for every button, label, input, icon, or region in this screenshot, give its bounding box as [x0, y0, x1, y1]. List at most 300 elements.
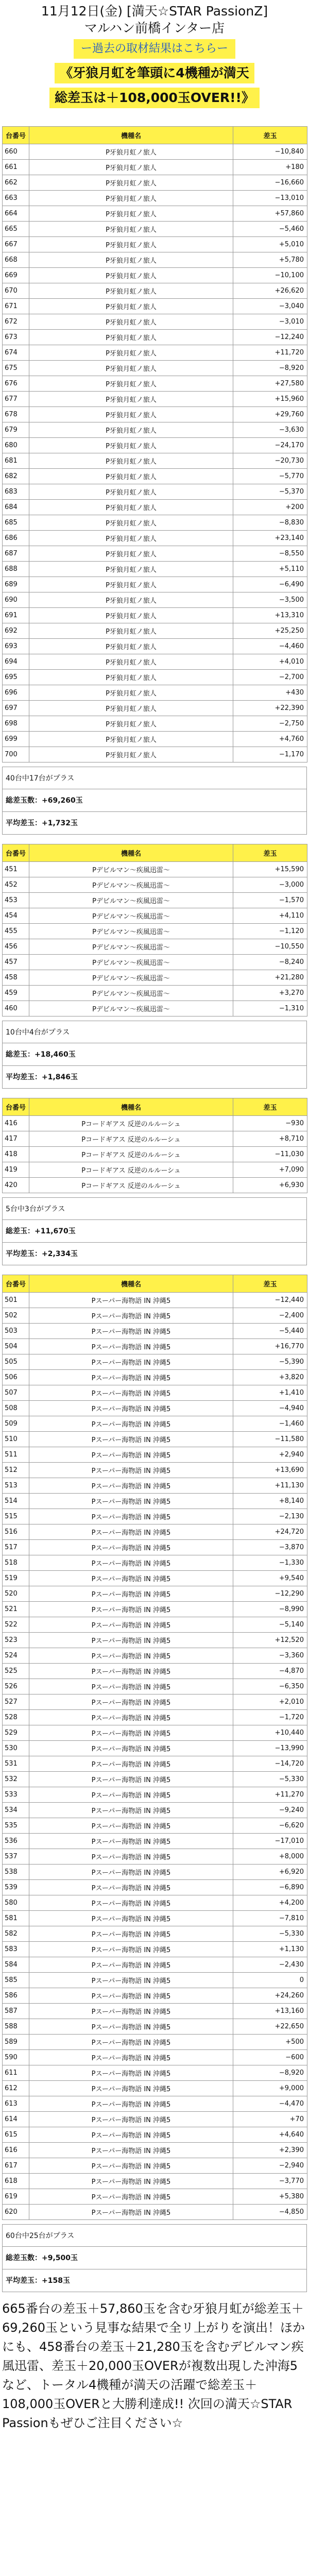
machine-number: 611 — [3, 2065, 29, 2081]
machine-number: 505 — [3, 1354, 29, 1370]
table-row — [3, 955, 307, 970]
average-difference: 平均差玉：+1,846玉 — [2, 1066, 307, 1089]
machine-number: 528 — [3, 1710, 29, 1725]
ball-difference: −1,330 — [233, 1555, 307, 1571]
machine-number: 506 — [3, 1370, 29, 1385]
section-summary — [2, 767, 307, 835]
table-row — [3, 2143, 307, 2158]
machine-number: 616 — [3, 2143, 29, 2158]
ball-difference: −9,240 — [233, 1803, 307, 1818]
machine-number: 682 — [3, 469, 29, 484]
ball-difference: +29,760 — [233, 407, 307, 422]
results-table — [2, 126, 307, 762]
table-row — [3, 206, 307, 222]
ball-difference: −6,620 — [233, 1818, 307, 1834]
table-row — [3, 1339, 307, 1354]
table-header-row — [3, 127, 307, 144]
ball-difference: −600 — [233, 2050, 307, 2065]
machine-number: 452 — [3, 877, 29, 893]
table-row — [3, 1694, 307, 1710]
machine-name: Pスーパー海物語 IN 沖縄5 — [29, 1772, 233, 1787]
column-header-diff: 差玉 — [233, 1098, 307, 1116]
machine-number: 670 — [3, 283, 29, 299]
table-row — [3, 562, 307, 577]
table-row — [3, 361, 307, 376]
table-row — [3, 1116, 307, 1131]
ball-difference: +2,940 — [233, 1447, 307, 1463]
section-summary — [2, 2224, 307, 2292]
ball-difference: +4,010 — [233, 654, 307, 670]
machine-number: 504 — [3, 1339, 29, 1354]
ball-difference: −13,990 — [233, 1741, 307, 1756]
machine-number: 693 — [3, 639, 29, 654]
machine-number: 685 — [3, 515, 29, 531]
table-row — [3, 314, 307, 330]
machine-name: Pスーパー海物語 IN 沖縄5 — [29, 1339, 233, 1354]
table-row — [3, 1162, 307, 1178]
ball-difference: −3,040 — [233, 299, 307, 314]
machine-number: 524 — [3, 1648, 29, 1664]
machine-name: Pスーパー海物語 IN 沖縄5 — [29, 2050, 233, 2065]
ball-difference: −6,890 — [233, 1880, 307, 1895]
machine-name: P牙狼月虹ノ旅人 — [29, 670, 233, 685]
machine-name: Pスーパー海物語 IN 沖縄5 — [29, 1494, 233, 1509]
table-row — [3, 1973, 307, 1988]
ball-difference: −1,170 — [233, 747, 307, 762]
ball-difference: +24,260 — [233, 1988, 307, 2004]
machine-name: Pスーパー海物語 IN 沖縄5 — [29, 1895, 233, 1911]
ball-difference: −8,990 — [233, 1602, 307, 1617]
machine-number: 451 — [3, 862, 29, 877]
machine-number: 587 — [3, 2004, 29, 2019]
machine-name: Pスーパー海物語 IN 沖縄5 — [29, 2019, 233, 2035]
machine-name: P牙狼月虹ノ旅人 — [29, 639, 233, 654]
machine-name: P牙狼月虹ノ旅人 — [29, 283, 233, 299]
ball-difference: −4,470 — [233, 2096, 307, 2112]
ball-difference: −2,940 — [233, 2158, 307, 2174]
machine-name: Pコードギアス 反逆のルルーシュ — [29, 1116, 233, 1131]
ball-difference: −3,500 — [233, 592, 307, 608]
ball-difference: +11,270 — [233, 1787, 307, 1803]
machine-name: Pスーパー海物語 IN 沖縄5 — [29, 1370, 233, 1385]
machine-name: Pデビルマン〜疾風迅雷〜 — [29, 877, 233, 893]
table-row — [3, 1463, 307, 1478]
ball-difference: −3,870 — [233, 1540, 307, 1555]
ball-difference: +15,960 — [233, 392, 307, 407]
table-row — [3, 252, 307, 268]
machine-name: P牙狼月虹ノ旅人 — [29, 562, 233, 577]
table-row — [3, 2050, 307, 2065]
ball-difference: +9,000 — [233, 2081, 307, 2096]
table-row — [3, 1617, 307, 1633]
ball-difference: +2,010 — [233, 1694, 307, 1710]
machine-name: Pスーパー海物語 IN 沖縄5 — [29, 2035, 233, 2050]
machine-name: P牙狼月虹ノ旅人 — [29, 330, 233, 345]
total-difference: 総差玉：+11,670玉 — [2, 1220, 307, 1243]
machine-number: 690 — [3, 592, 29, 608]
machine-number: 527 — [3, 1694, 29, 1710]
table-row — [3, 222, 307, 237]
table-row — [3, 1880, 307, 1895]
machine-name: Pスーパー海物語 IN 沖縄5 — [29, 1447, 233, 1463]
machine-name: P牙狼月虹ノ旅人 — [29, 515, 233, 531]
table-row — [3, 1988, 307, 2004]
machine-name: P牙狼月虹ノ旅人 — [29, 438, 233, 453]
ball-difference: −1,460 — [233, 1416, 307, 1432]
ball-difference: −8,240 — [233, 955, 307, 970]
machine-number: 419 — [3, 1162, 29, 1178]
plus-count: 5台中3台がプラス — [2, 1197, 307, 1220]
table-row — [3, 191, 307, 206]
ball-difference: +13,160 — [233, 2004, 307, 2019]
ball-difference: −11,580 — [233, 1432, 307, 1447]
machine-name: Pスーパー海物語 IN 沖縄5 — [29, 1679, 233, 1694]
table-row — [3, 500, 307, 515]
table-row — [3, 531, 307, 546]
table-row — [3, 1416, 307, 1432]
ball-difference: +3,270 — [233, 986, 307, 1001]
table-row — [3, 299, 307, 314]
table-row — [3, 577, 307, 592]
table-row — [3, 1756, 307, 1772]
machine-name: P牙狼月虹ノ旅人 — [29, 531, 233, 546]
machine-number: 585 — [3, 1973, 29, 1988]
machine-name: Pスーパー海物語 IN 沖縄5 — [29, 1756, 233, 1772]
table-row — [3, 1648, 307, 1664]
machine-name: Pスーパー海物語 IN 沖縄5 — [29, 1865, 233, 1880]
ball-difference: +11,130 — [233, 1478, 307, 1494]
table-row — [3, 484, 307, 500]
machine-number: 515 — [3, 1509, 29, 1524]
machine-number: 512 — [3, 1463, 29, 1478]
table-row — [3, 2019, 307, 2035]
machine-name: Pコードギアス 反逆のルルーシュ — [29, 1147, 233, 1162]
machine-name: Pスーパー海物語 IN 沖縄5 — [29, 2174, 233, 2189]
machine-name: Pスーパー海物語 IN 沖縄5 — [29, 1586, 233, 1602]
ball-difference: +24,720 — [233, 1524, 307, 1540]
ball-difference: +16,770 — [233, 1339, 307, 1354]
table-row — [3, 732, 307, 747]
ball-difference: +22,650 — [233, 2019, 307, 2035]
ball-difference: −5,770 — [233, 469, 307, 484]
machine-name: P牙狼月虹ノ旅人 — [29, 747, 233, 762]
ball-difference: −930 — [233, 1116, 307, 1131]
ball-difference: −1,720 — [233, 1710, 307, 1725]
machine-number: 673 — [3, 330, 29, 345]
table-row — [3, 175, 307, 191]
machine-number: 539 — [3, 1880, 29, 1895]
table-row — [3, 1957, 307, 1973]
machine-number: 535 — [3, 1818, 29, 1834]
machine-number: 586 — [3, 1988, 29, 2004]
machine-number: 612 — [3, 2081, 29, 2096]
machine-number: 691 — [3, 608, 29, 623]
machine-name: P牙狼月虹ノ旅人 — [29, 732, 233, 747]
table-row — [3, 422, 307, 438]
machine-name: P牙狼月虹ノ旅人 — [29, 654, 233, 670]
machine-name: Pスーパー海物語 IN 沖縄5 — [29, 1385, 233, 1401]
ball-difference: −2,750 — [233, 716, 307, 732]
ball-difference: −2,700 — [233, 670, 307, 685]
machine-number: 507 — [3, 1385, 29, 1401]
machine-number: 418 — [3, 1147, 29, 1162]
table-row — [3, 716, 307, 732]
table-row — [3, 1370, 307, 1385]
machine-name: Pスーパー海物語 IN 沖縄5 — [29, 1524, 233, 1540]
machine-number: 613 — [3, 2096, 29, 2112]
ball-difference: +26,620 — [233, 283, 307, 299]
machine-name: Pスーパー海物語 IN 沖縄5 — [29, 1648, 233, 1664]
machine-number: 417 — [3, 1131, 29, 1147]
table-row — [3, 701, 307, 716]
machine-number: 454 — [3, 908, 29, 924]
machine-name: Pデビルマン〜疾風迅雷〜 — [29, 1001, 233, 1016]
machine-name: Pスーパー海物語 IN 沖縄5 — [29, 2158, 233, 2174]
ball-difference: −2,400 — [233, 1308, 307, 1324]
machine-name: P牙狼月虹ノ旅人 — [29, 222, 233, 237]
machine-number: 699 — [3, 732, 29, 747]
table-row — [3, 908, 307, 924]
machine-number: 678 — [3, 407, 29, 422]
table-row — [3, 592, 307, 608]
section-summary — [2, 1021, 307, 1089]
table-row — [3, 345, 307, 361]
machine-number: 674 — [3, 345, 29, 361]
total-difference: 総差玉：+18,460玉 — [2, 1043, 307, 1066]
machine-number: 583 — [3, 1942, 29, 1957]
ball-difference: −5,140 — [233, 1617, 307, 1633]
ball-difference: −5,330 — [233, 1926, 307, 1942]
table-row — [3, 654, 307, 670]
machine-number: 530 — [3, 1741, 29, 1756]
ball-difference: −16,660 — [233, 175, 307, 191]
table-row — [3, 1571, 307, 1586]
ball-difference: −4,460 — [233, 639, 307, 654]
ball-difference: +2,390 — [233, 2143, 307, 2158]
ball-difference: −10,840 — [233, 144, 307, 160]
machine-number: 533 — [3, 1787, 29, 1803]
machine-number: 459 — [3, 986, 29, 1001]
ball-difference: −8,830 — [233, 515, 307, 531]
header — [0, 0, 309, 126]
machine-name: P牙狼月虹ノ旅人 — [29, 592, 233, 608]
machine-number: 619 — [3, 2189, 29, 2205]
machine-number: 668 — [3, 252, 29, 268]
table-row — [3, 1926, 307, 1942]
table-row — [3, 1772, 307, 1787]
machine-number: 532 — [3, 1772, 29, 1787]
ball-difference: +4,760 — [233, 732, 307, 747]
ball-difference: −3,010 — [233, 314, 307, 330]
ball-difference: +4,640 — [233, 2127, 307, 2143]
table-row — [3, 283, 307, 299]
average-difference: 平均差玉：+2,334玉 — [2, 1243, 307, 1265]
machine-number: 513 — [3, 1478, 29, 1494]
ball-difference: −1,120 — [233, 924, 307, 939]
table-row — [3, 546, 307, 562]
machine-name: Pコードギアス 反逆のルルーシュ — [29, 1131, 233, 1147]
machine-number: 508 — [3, 1401, 29, 1416]
machine-number: 589 — [3, 2035, 29, 2050]
table-row — [3, 862, 307, 877]
column-header-name: 機種名 — [29, 1098, 233, 1116]
machine-number: 665 — [3, 222, 29, 237]
table-row — [3, 1293, 307, 1308]
machine-number: 662 — [3, 175, 29, 191]
table-row — [3, 1494, 307, 1509]
ball-difference: −1,570 — [233, 893, 307, 908]
machine-number: 676 — [3, 376, 29, 392]
machine-name: Pデビルマン〜疾風迅雷〜 — [29, 939, 233, 955]
table-row — [3, 1354, 307, 1370]
machine-name: Pスーパー海物語 IN 沖縄5 — [29, 2065, 233, 2081]
table-row — [3, 2065, 307, 2081]
column-header-diff: 差玉 — [233, 127, 307, 144]
table-row — [3, 407, 307, 422]
ball-difference: +15,590 — [233, 862, 307, 877]
ball-difference: +8,710 — [233, 1131, 307, 1147]
machine-name: Pスーパー海物語 IN 沖縄5 — [29, 1602, 233, 1617]
machine-name: Pスーパー海物語 IN 沖縄5 — [29, 1324, 233, 1339]
ball-difference: −12,440 — [233, 1293, 307, 1308]
ball-difference: −17,010 — [233, 1834, 307, 1849]
machine-name: Pスーパー海物語 IN 沖縄5 — [29, 1834, 233, 1849]
machine-number: 686 — [3, 531, 29, 546]
machine-number: 536 — [3, 1834, 29, 1849]
headline-line-2: 総差玉は＋108,000玉OVER!!》 — [49, 88, 260, 108]
machine-name: Pスーパー海物語 IN 沖縄5 — [29, 2143, 233, 2158]
ball-difference: +13,690 — [233, 1463, 307, 1478]
ball-difference: +13,310 — [233, 608, 307, 623]
machine-name: Pスーパー海物語 IN 沖縄5 — [29, 1803, 233, 1818]
machine-number: 660 — [3, 144, 29, 160]
machine-name: P牙狼月虹ノ旅人 — [29, 299, 233, 314]
table-row — [3, 2035, 307, 2050]
table-row — [3, 1725, 307, 1741]
ball-difference: +7,090 — [233, 1162, 307, 1178]
machine-name: P牙狼月虹ノ旅人 — [29, 623, 233, 639]
machine-name: Pスーパー海物語 IN 沖縄5 — [29, 1942, 233, 1957]
machine-name: Pスーパー海物語 IN 沖縄5 — [29, 1463, 233, 1478]
table-row — [3, 453, 307, 469]
section — [0, 1098, 309, 1265]
machine-name: P牙狼月虹ノ旅人 — [29, 345, 233, 361]
machine-number: 521 — [3, 1602, 29, 1617]
table-row — [3, 1818, 307, 1834]
machine-number: 675 — [3, 361, 29, 376]
ball-difference: +8,140 — [233, 1494, 307, 1509]
ball-difference: −8,920 — [233, 361, 307, 376]
ball-difference: +8,000 — [233, 1849, 307, 1865]
machine-name: Pスーパー海物語 IN 沖縄5 — [29, 1401, 233, 1416]
machine-number: 453 — [3, 893, 29, 908]
table-row — [3, 893, 307, 908]
ball-difference: −7,810 — [233, 1911, 307, 1926]
machine-number: 688 — [3, 562, 29, 577]
table-row — [3, 1524, 307, 1540]
table-row — [3, 1432, 307, 1447]
table-row — [3, 1308, 307, 1324]
table-row — [3, 1895, 307, 1911]
table-row — [3, 877, 307, 893]
ball-difference: −6,490 — [233, 577, 307, 592]
machine-number: 671 — [3, 299, 29, 314]
machine-name: Pスーパー海物語 IN 沖縄5 — [29, 1633, 233, 1648]
table-row — [3, 970, 307, 986]
table-row — [3, 160, 307, 175]
table-row — [3, 608, 307, 623]
past-results-link[interactable]: ー過去の取材結果はこちらー — [74, 39, 235, 59]
table-row — [3, 1324, 307, 1339]
machine-name: Pスーパー海物語 IN 沖縄5 — [29, 1509, 233, 1524]
ball-difference: −5,330 — [233, 1772, 307, 1787]
machine-number: 537 — [3, 1849, 29, 1865]
machine-name: Pスーパー海物語 IN 沖縄5 — [29, 1555, 233, 1571]
machine-number: 501 — [3, 1293, 29, 1308]
table-row — [3, 1385, 307, 1401]
machine-number: 525 — [3, 1664, 29, 1679]
ball-difference: +25,250 — [233, 623, 307, 639]
table-row — [3, 2081, 307, 2096]
machine-number: 684 — [3, 500, 29, 515]
store-name: マルハン前橋インター店 — [84, 21, 225, 36]
machine-number: 522 — [3, 1617, 29, 1633]
ball-difference: −14,720 — [233, 1756, 307, 1772]
machine-name: P牙狼月虹ノ旅人 — [29, 577, 233, 592]
machine-number: 663 — [3, 191, 29, 206]
machine-number: 510 — [3, 1432, 29, 1447]
machine-number: 582 — [3, 1926, 29, 1942]
ball-difference: −8,920 — [233, 2065, 307, 2081]
machine-number: 661 — [3, 160, 29, 175]
machine-number: 590 — [3, 2050, 29, 2065]
machine-number: 614 — [3, 2112, 29, 2127]
machine-number: 618 — [3, 2174, 29, 2189]
machine-name: P牙狼月虹ノ旅人 — [29, 392, 233, 407]
machine-name: Pコードギアス 反逆のルルーシュ — [29, 1178, 233, 1193]
table-row — [3, 2189, 307, 2205]
results-table — [2, 1098, 307, 1193]
machine-name: Pスーパー海物語 IN 沖縄5 — [29, 1710, 233, 1725]
ball-difference: +5,010 — [233, 237, 307, 252]
machine-number: 517 — [3, 1540, 29, 1555]
ball-difference: +1,130 — [233, 1942, 307, 1957]
ball-difference: −3,630 — [233, 422, 307, 438]
table-row — [3, 1942, 307, 1957]
ball-difference: −5,440 — [233, 1324, 307, 1339]
column-header-diff: 差玉 — [233, 1275, 307, 1293]
table-header-row — [3, 844, 307, 862]
machine-name: Pスーパー海物語 IN 沖縄5 — [29, 2096, 233, 2112]
table-row — [3, 986, 307, 1001]
table-row — [3, 2127, 307, 2143]
machine-number: 460 — [3, 1001, 29, 1016]
machine-name: Pデビルマン〜疾風迅雷〜 — [29, 924, 233, 939]
machine-number: 687 — [3, 546, 29, 562]
machine-name: P牙狼月虹ノ旅人 — [29, 268, 233, 283]
table-row — [3, 1787, 307, 1803]
machine-number: 514 — [3, 1494, 29, 1509]
table-row — [3, 392, 307, 407]
ball-difference: +21,280 — [233, 970, 307, 986]
table-row — [3, 1178, 307, 1193]
ball-difference: −13,010 — [233, 191, 307, 206]
ball-difference: −5,370 — [233, 484, 307, 500]
machine-name: Pスーパー海物語 IN 沖縄5 — [29, 2127, 233, 2143]
machine-number: 664 — [3, 206, 29, 222]
machine-name: P牙狼月虹ノ旅人 — [29, 453, 233, 469]
machine-name: Pスーパー海物語 IN 沖縄5 — [29, 1432, 233, 1447]
